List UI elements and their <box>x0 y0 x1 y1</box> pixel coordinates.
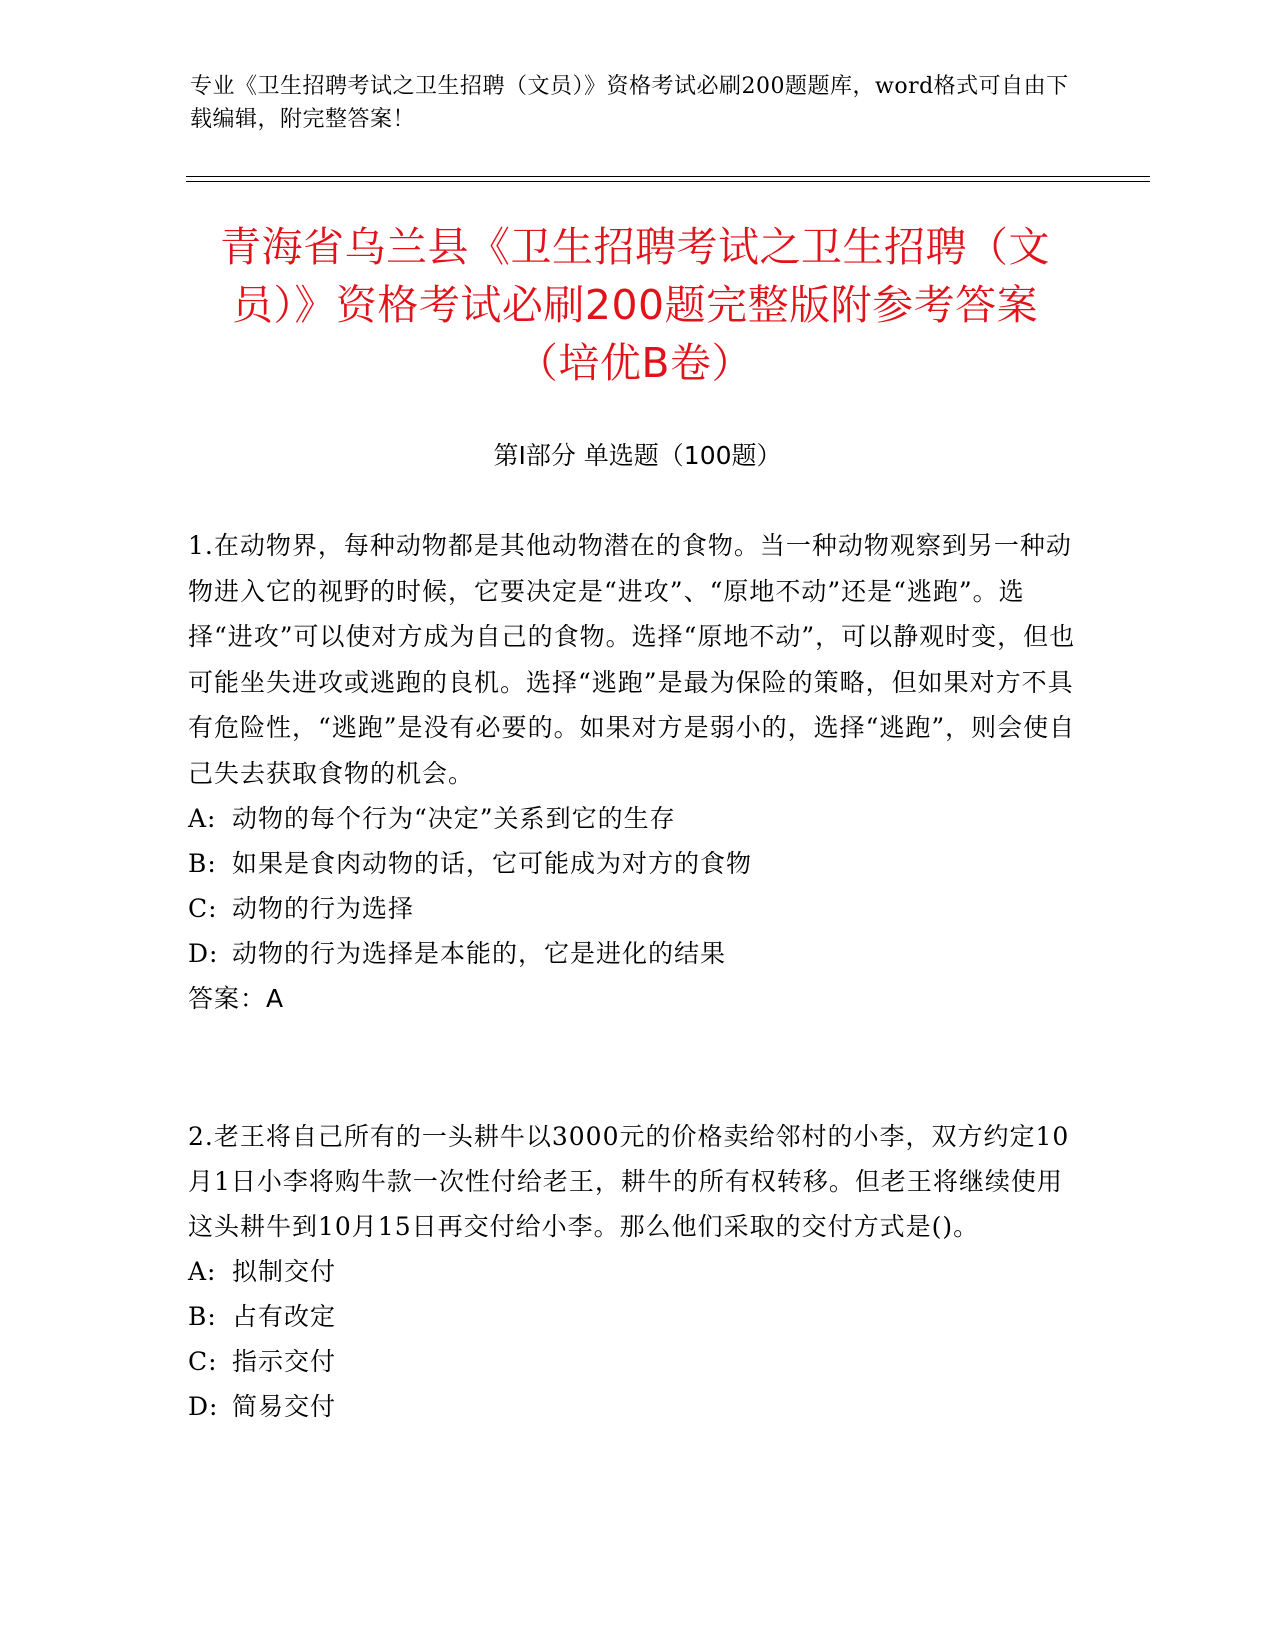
header-rule-bottom <box>186 181 1150 182</box>
question-1 <box>188 523 1078 1021</box>
option-d <box>188 931 1078 976</box>
option-text: 占有改定 <box>232 1302 337 1331</box>
document-title: 青海省乌兰县《卫生招聘考试之卫生招聘（文员）》资格考试必刷200题完整版附参考答案（培优B卷） <box>220 223 1050 387</box>
option-letter: B: <box>188 849 217 878</box>
option-text: 动物的行为选择 <box>232 894 415 923</box>
option-letter: A: <box>188 1257 217 1286</box>
option-text: 简易交付 <box>232 1392 337 1421</box>
option-b <box>188 1294 1078 1339</box>
question-stem: 1.在动物界，每种动物都是其他动物潜在的食物。当一种动物观察到另一种动物进入它的视野的时候，它要决定是“进攻”、“原地不动”还是“逃跑”。选择“进攻”可以使对方成为自己的食物。选择“原地不动”，可以静观时变，但也可能坐失进攻或逃跑的良机。选择“逃跑”是最为保险的策略，但如果对方不具有危险性，“逃跑”是没有必要的。如果对方是弱小的，选择“逃跑”，则会使自己失去获取食物的机会。 <box>188 531 1076 788</box>
option-text: 动物的每个行为“决定”关系到它的生存 <box>232 804 676 833</box>
option-letter: A: <box>188 804 217 833</box>
answer-line: 答案：A <box>188 984 285 1013</box>
option-c <box>188 1339 1078 1384</box>
option-letter: C: <box>188 1347 218 1376</box>
option-b <box>188 841 1078 886</box>
question-2 <box>188 1114 1078 1429</box>
question-stem: 2.老王将自己所有的一头耕牛以3000元的价格卖给邻村的小李，双方约定10月1日小李将购牛款一次性付给老王，耕牛的所有权转移。但老王将继续使用这头耕牛到10月15日再交付给小李。那么他们采取的交付方式是()。 <box>188 1122 1070 1241</box>
header-rule-top <box>186 176 1150 177</box>
option-letter: D: <box>188 939 219 968</box>
option-letter: C: <box>188 894 218 923</box>
header-note: 专业《卫生招聘考试之卫生招聘（文员）》资格考试必刷200题题库，word格式可自由下载编辑，附完整答案！ <box>190 74 1069 132</box>
option-c <box>188 886 1078 931</box>
option-d <box>188 1384 1078 1429</box>
option-a <box>188 796 1078 841</box>
section-title: 第Ⅰ部分 单选题（100题） <box>493 441 782 470</box>
option-text: 拟制交付 <box>232 1257 337 1286</box>
option-text: 动物的行为选择是本能的，它是进化的结果 <box>232 939 727 968</box>
option-a <box>188 1249 1078 1294</box>
option-letter: B: <box>188 1302 217 1331</box>
option-text: 如果是食肉动物的话，它可能成为对方的食物 <box>232 849 753 878</box>
option-text: 指示交付 <box>232 1347 337 1376</box>
option-letter: D: <box>188 1392 219 1421</box>
